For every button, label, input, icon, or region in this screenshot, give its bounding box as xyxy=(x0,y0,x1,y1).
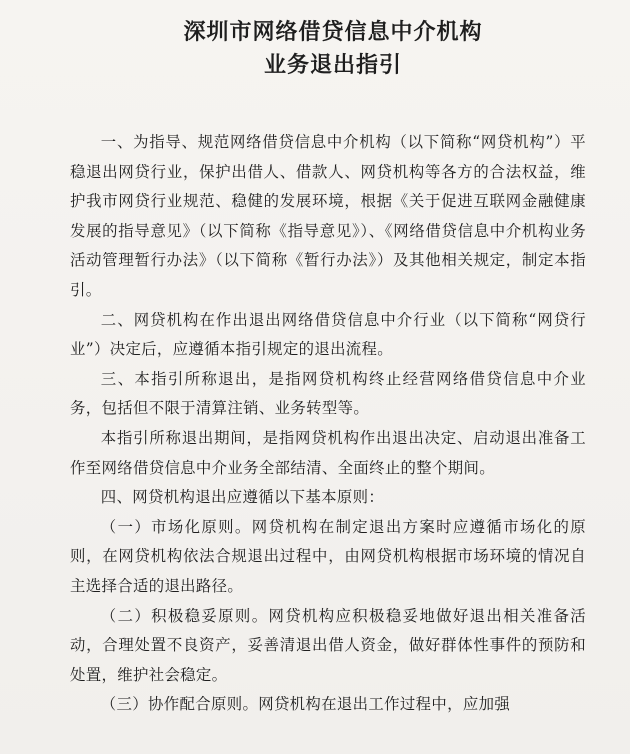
paragraph-3: 三、本指引所称退出，是指网贷机构终止经营网络借贷信息中介业务，包括但不限于清算注销、业务转型等。 xyxy=(70,369,586,418)
paragraph-4: 本指引所称退出期间，是指网贷机构作出退出决定、启动退出准备工作至网络借贷信息中介业务全部结清、全面终止的整个期间。 xyxy=(70,428,586,477)
document-title-line-1: 深圳市网络借贷信息中介机构 xyxy=(183,20,483,45)
document-title-line-2: 业务退出指引 xyxy=(263,53,402,78)
paragraph-8: （三）协作配合原则。网贷机构在退出工作过程中，应加强 xyxy=(100,695,511,714)
paragraph-5: 四、网贷机构退出应遵循以下基本原则： xyxy=(100,488,385,507)
paragraph-2: 二、网贷机构在作出退出网络借贷信息中介行业（以下简称“网贷行业”）决定后，应遵循本指引规定的退出流程。 xyxy=(70,310,586,359)
paragraph-1: 一、为指导、规范网络借贷信息中介机构（以下简称“网贷机构”）平稳退出网贷行业，保护出借人、借款人、网贷机构等各方的合法权益，维护我市网贷行业规范、稳健的发展环境，根据《关于促进互联网金融健康发展的指导意见》（以下简称《指导意见》）、《网络借贷信息中介机构业务活动管理暂行办法》（以下简称《暂行办法》）及其他相关规定，制定本指引。 xyxy=(70,133,586,299)
paragraph-6: （一）市场化原则。网贷机构在制定退出方案时应遵循市场化的原则，在网贷机构依法合规退出过程中，由网贷机构根据市场环境的情况自主选择合适的退出路径。 xyxy=(70,517,586,595)
paragraph-7: （二）积极稳妥原则。网贷机构应积极稳妥地做好退出相关准备活动，合理处置不良资产，妥善清退出借人资金，做好群体性事件的预防和处置，维护社会稳定。 xyxy=(70,606,586,684)
